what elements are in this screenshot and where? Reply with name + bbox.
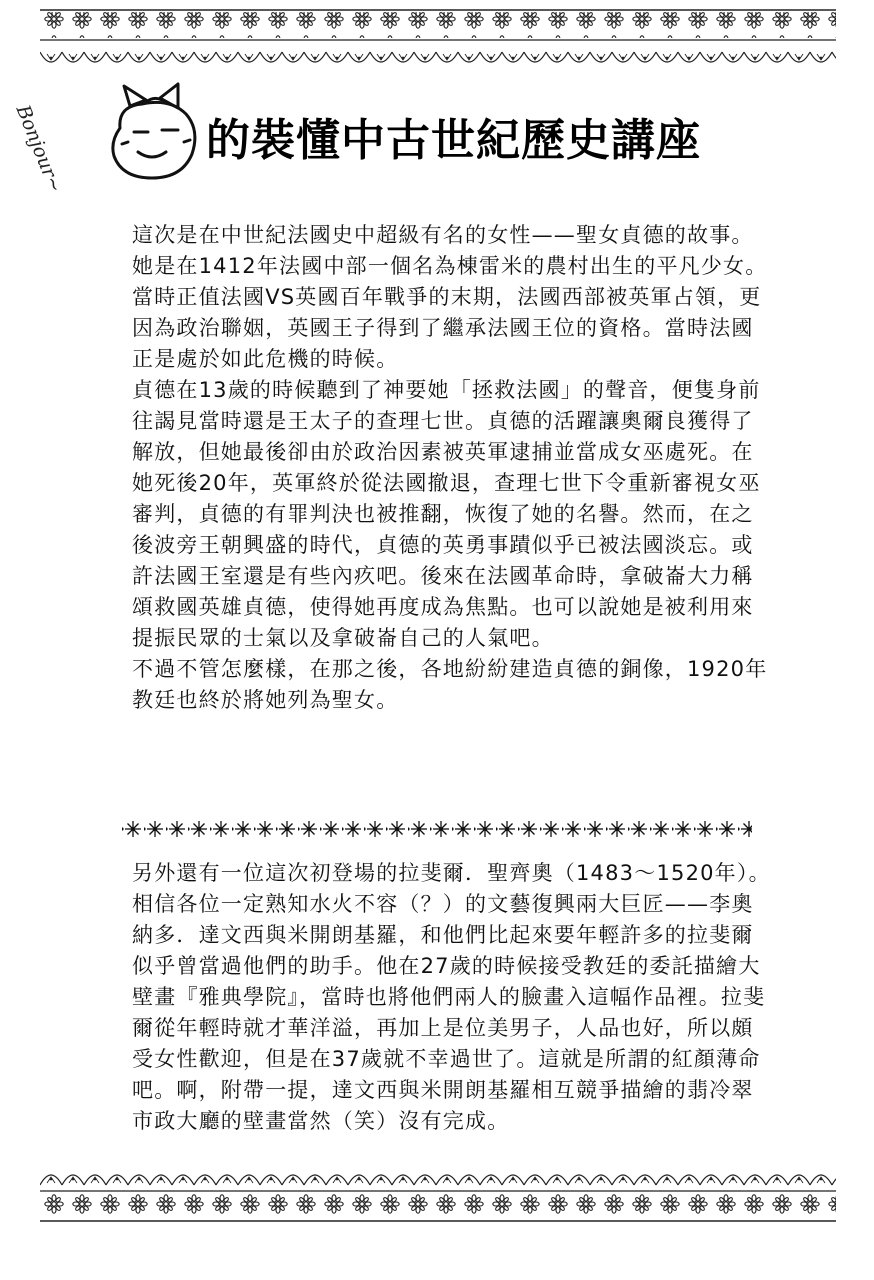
star-chain-divider: [122, 818, 752, 840]
article-section-raphael: [132, 858, 772, 1137]
lace-border-top: [40, 6, 836, 76]
paragraph-intro: 這次是在中世紀法國史中超級有名的女性——聖女貞德的故事。: [132, 223, 754, 247]
article-section-joan: [132, 220, 772, 716]
paragraph-legacy: 不過不管怎麼樣，在那之後，各地紛紛建造貞德的銅像，1920年教廷也終於將她列為聖女。: [132, 657, 768, 712]
star-divider-icon: [122, 818, 752, 840]
floral-lace-top-icon: [40, 6, 836, 76]
greeting-text: Bonjour~: [11, 102, 67, 196]
paragraph-raphael: 另外還有一位這次初登場的拉斐爾．聖齊奧（1483～1520年）。相信各位一定熟知水火不容（？）的文藝復興兩大巨匠——李奧納多．達文西與米開朗基羅，和他們比起來要年輕許多的拉斐爾似乎曾當過他們的助手。他在27歲的時候接受教廷的委託描繪大壁畫『雅典學院』，當時也將他們兩人的臉畫入這幅作品裡。拉斐爾從年輕時就才華洋溢，再加上是位美男子，人品也好，所以頗受女性歡迎，但是在37歲就不幸過世了。這就是所謂的紅顏薄命吧。啊，附帶一提，達文西與米開朗基羅相互競爭描繪的翡冷翠市政大廳的壁畫當然（笑）沒有完成。: [132, 861, 771, 1133]
cat-mascot-icon: [100, 80, 210, 190]
page-title: 的裝懂中古世紀歷史講座: [206, 115, 701, 166]
paragraph-history: 貞德在13歲的時候聽到了神要她「拯救法國」的聲音，便隻身前往謁見當時還是王太子的查理七世。貞德的活躍讓奧爾良獲得了解放，但她最後卻由於政治因素被英軍逮捕並當成女巫處死。在她死後20年，英軍終於從法國撤退，查理七世下令重新審視女巫審判，貞德的有罪判決也被推翻，恢復了她的名譽。然而，在之後波旁王朝興盛的時代，貞德的英勇事蹟似乎已被法國淡忘。或許法國王室還是有些內疚吧。後來在法國革命時，拿破崙大力稱頌救國英雄貞德，使得她再度成為焦點。也可以說她是被利用來提振民眾的士氣以及拿破崙自己的人氣吧。: [132, 378, 761, 650]
paragraph-birth: 她是在1412年法國中部一個名為棟雷米的農村出生的平凡少女。當時正值法國VS英國百年戰爭的末期，法國西部被英軍占領，更因為政治聯姻，英國王子得到了繼承法國王位的資格。當時法國正是處於如此危機的時候。: [132, 254, 768, 371]
lace-border-bottom: [40, 1165, 836, 1235]
floral-lace-bottom-icon: [40, 1165, 836, 1235]
